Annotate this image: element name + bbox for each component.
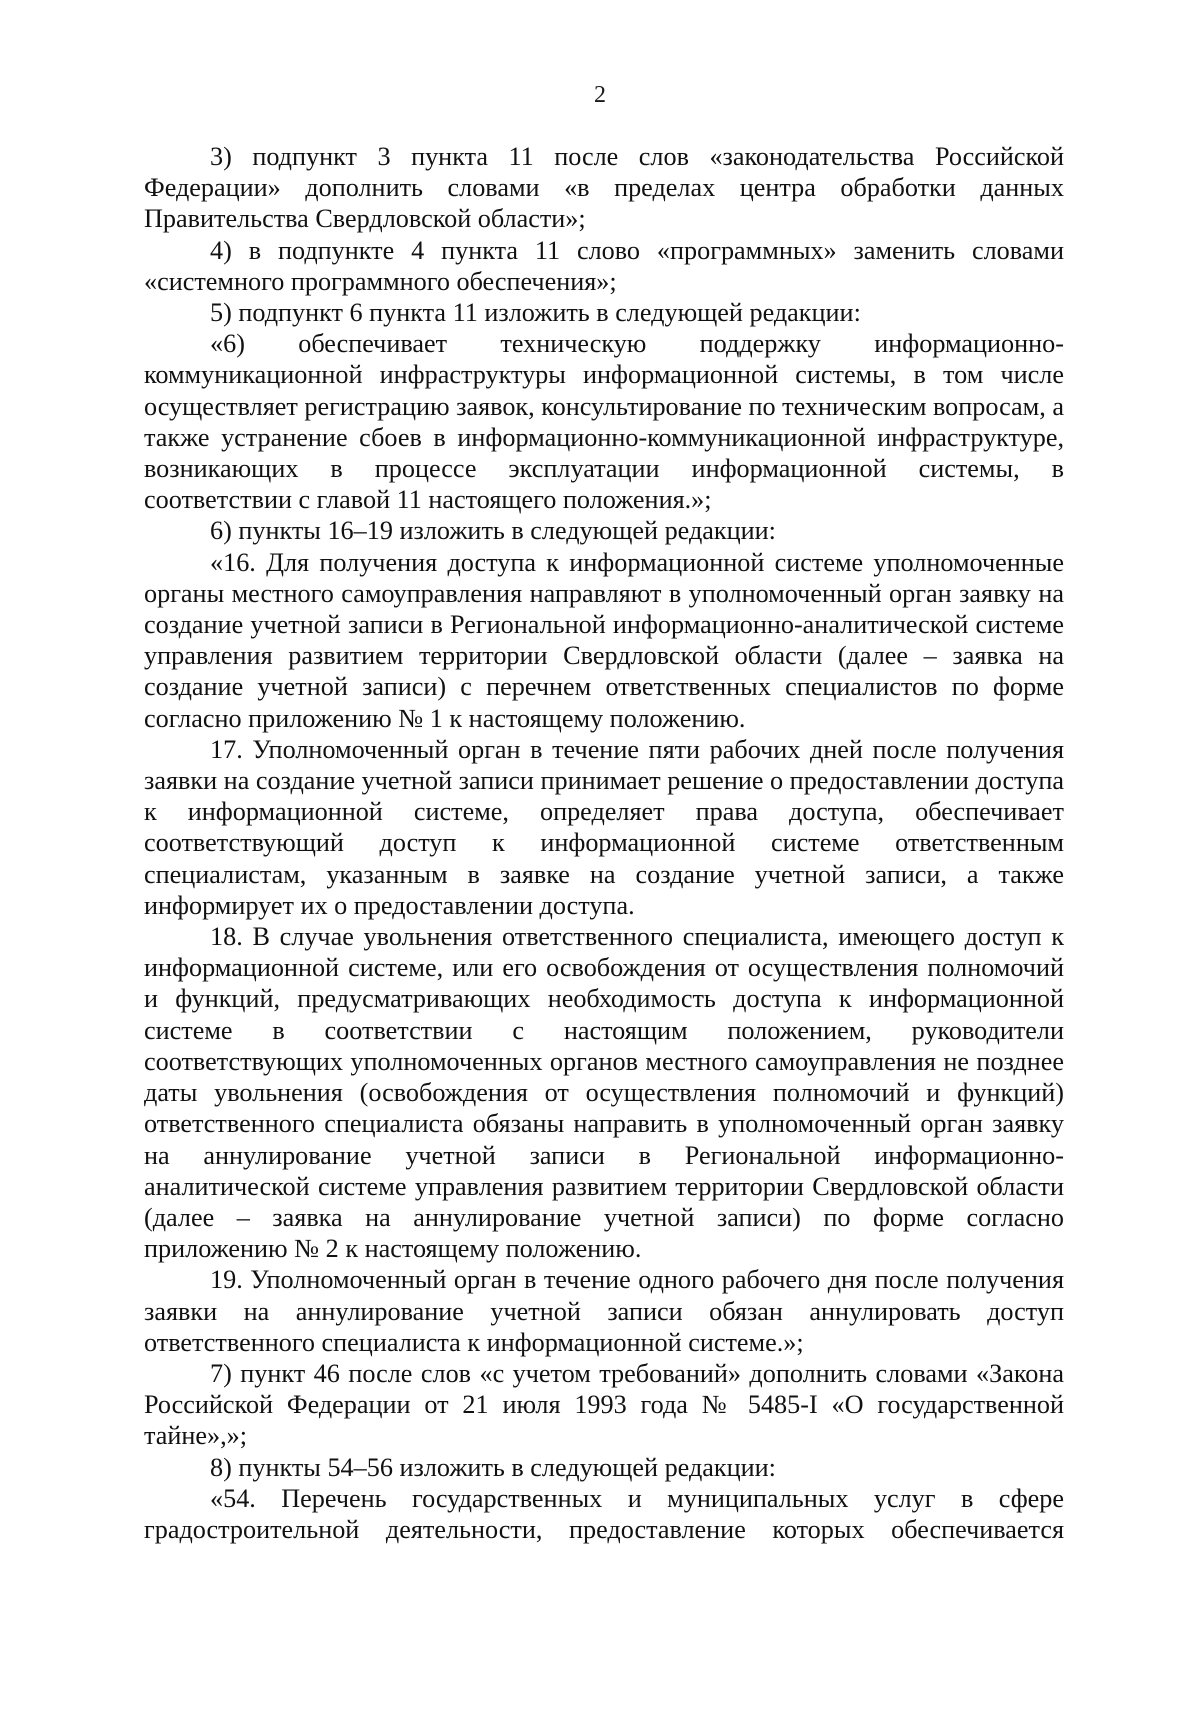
paragraph-item-8: 8) пункты 54–56 изложить в следующей редакции: [210, 1452, 776, 1482]
paragraph-item-6: 6) пункты 16–19 изложить в следующей редакции: [210, 516, 776, 546]
paragraph-point-16: «16. Для получения доступа к информационной системе уполномоченные органы местного самоуправления направляют в уполномоченный орган заявку на создание учетной записи в Региональной информационно-аналитической системе управления развитием территории Свердловской области (далее – заявка на создание учетной записи) с перечнем ответственных специалистов по форме согласно приложению № 1 к настоящему положению. [144, 547, 1064, 733]
paragraph-point-19: 19. Уполномоченный орган в течение одного рабочего дня после получения заявки на аннулирование учетной записи обязан аннулировать доступ ответственного специалиста к информационной системе.»; [144, 1265, 1064, 1357]
paragraph-quote-6: «6) обеспечивает техническую поддержку информационно-коммуникационной инфраструктуры информационной системы, в том числе осуществляет регистрацию заявок, консультирование по техническим вопросам, а также устранение сбоев в информационно-коммуникационной инфраструктуре, возникающих в процессе эксплуатации информационной системы, в соответствии с главой 11 настоящего положения.»; [144, 329, 1064, 515]
document-body [144, 141, 1064, 1545]
paragraph-point-54: «54. Перечень государственных и муниципальных услуг в сфере градостроительной деятельности, предоставление которых обеспечивается [144, 1483, 1064, 1544]
paragraph-item-5: 5) подпункт 6 пункта 11 изложить в следующей редакции: [210, 298, 861, 328]
paragraph-point-18: 18. В случае увольнения ответственного специалиста, имеющего доступ к информационной системе, или его освобождения от осуществления полномочий и функций, предусматривающих необходимость доступа к информационной системе в соответствии с настоящим положением, руководители соответствующих уполномоченных органов местного самоуправления не позднее даты увольнения (освобождения от осуществления полномочий и функций) ответственного специалиста обязаны направить в уполномоченный орган заявку на аннулирование учетной записи в Региональной информационно-аналитической системе управления развитием территории Свердловской области (далее – заявка на аннулирование учетной записи) по форме согласно приложению № 2 к настоящему положению. [144, 922, 1064, 1264]
paragraph-item-4: 4) в подпункте 4 пункта 11 слово «программных» заменить словами «системного программного обеспечения»; [144, 235, 1064, 296]
paragraph-item-3: 3) подпункт 3 пункта 11 после слов «законодательства Российской Федерации» дополнить словами «в пределах центра обработки данных Правительства Свердловской области»; [144, 142, 1064, 234]
paragraph-item-7: 7) пункт 46 после слов «с учетом требований» дополнить словами «Закона Российской Федерации от 21 июля 1993 года № 5485-I «О государственной тайне»,»; [144, 1358, 1064, 1451]
paragraph-point-17: 17. Уполномоченный орган в течение пяти рабочих дней после получения заявки на создание учетной записи принимает решение о предоставлении доступа к информационной системе, определяет права доступа, обеспечивает соответствующий доступ к информационной системе ответственным специалистам, указанным в заявке на создание учетной записи, а также информирует их о предоставлении доступа. [144, 734, 1064, 920]
page-number: 2 [594, 82, 606, 108]
